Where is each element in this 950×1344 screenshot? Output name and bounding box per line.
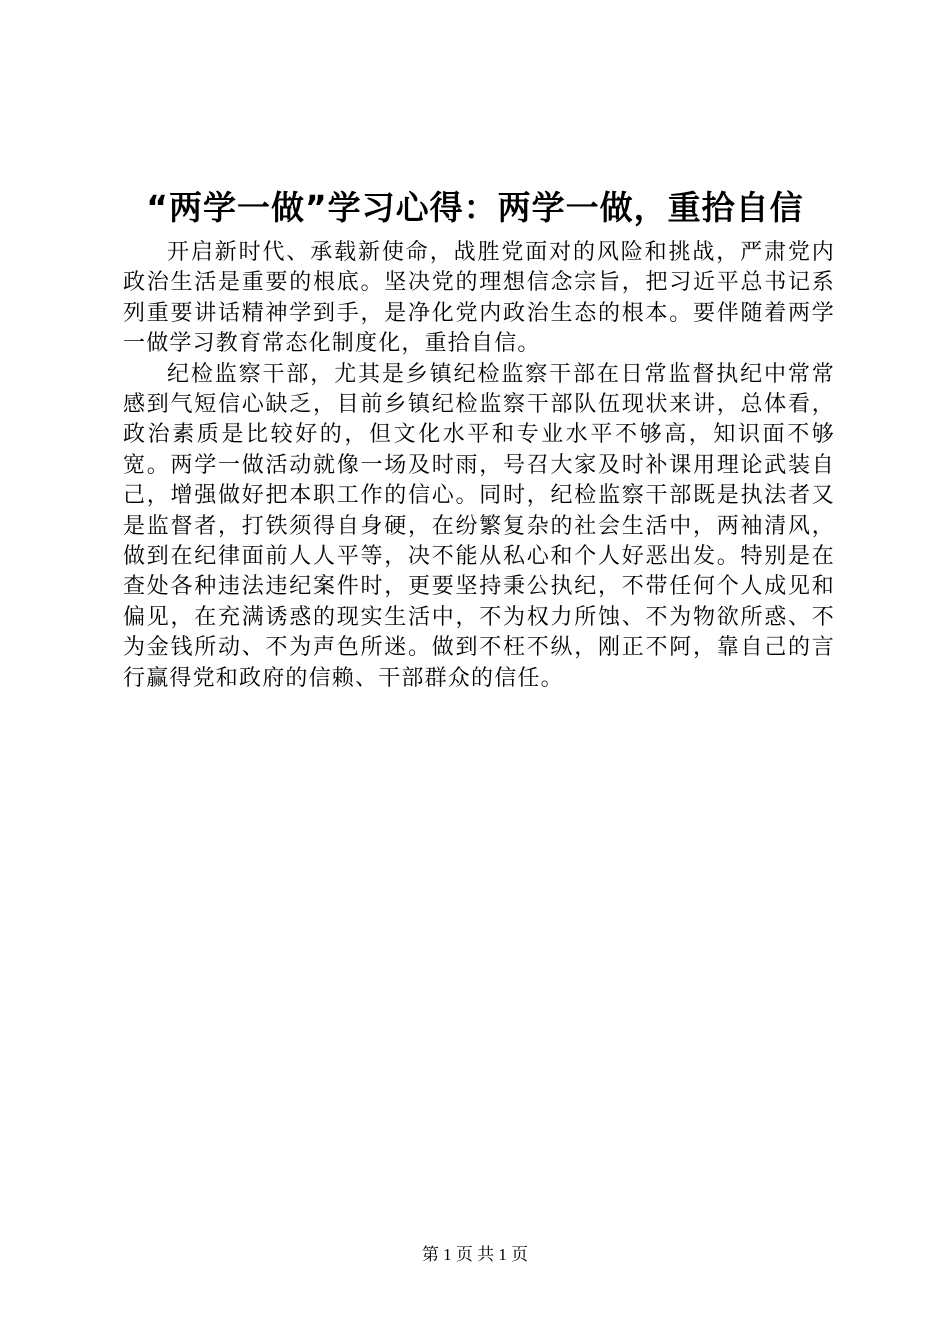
document-title: “两学一做”学习心得：两学一做，重拾自信	[146, 188, 804, 227]
page-number-footer: 第 1 页 共 1 页	[421, 1245, 529, 1264]
paragraph-2: 纪检监察干部，尤其是乡镇纪检监察干部在日常监督执纪中常常感到气短信心缺乏，目前乡镇纪检监察干部队伍现状来讲，总体看，政治素质是比较好的，但文化水平和专业水平不够高，知识面不够宽。两学一做活动就像一场及时雨，号召大家及时补课用理论武装自己，增强做好把本职工作的信心。同时，纪检监察干部既是执法者又是监督者，打铁须得自身硬，在纷繁复杂的社会生活中，两袖清风，做到在纪律面前人人平等，决不能从私心和个人好恶出发。特别是在查处各种违法违纪案件时，更要坚持秉公执纪，不带任何个人成见和偏见，在充满诱惑的现实生活中，不为权力所蚀、不为物欲所惑、不为金钱所动、不为声色所迷。做到不枉不纵，刚正不阿，靠自己的言行赢得党和政府的信赖、干部群众的信任。	[123, 361, 835, 691]
document-body	[123, 238, 835, 694]
paragraph-1: 开启新时代、承载新使命，战胜党面对的风险和挑战，严肃党内政治生活是重要的根底。坚决党的理想信念宗旨，把习近平总书记系列重要讲话精神学到手，是净化党内政治生态的根本。要伴随着两学一做学习教育常态化制度化，重拾自信。	[123, 240, 835, 357]
